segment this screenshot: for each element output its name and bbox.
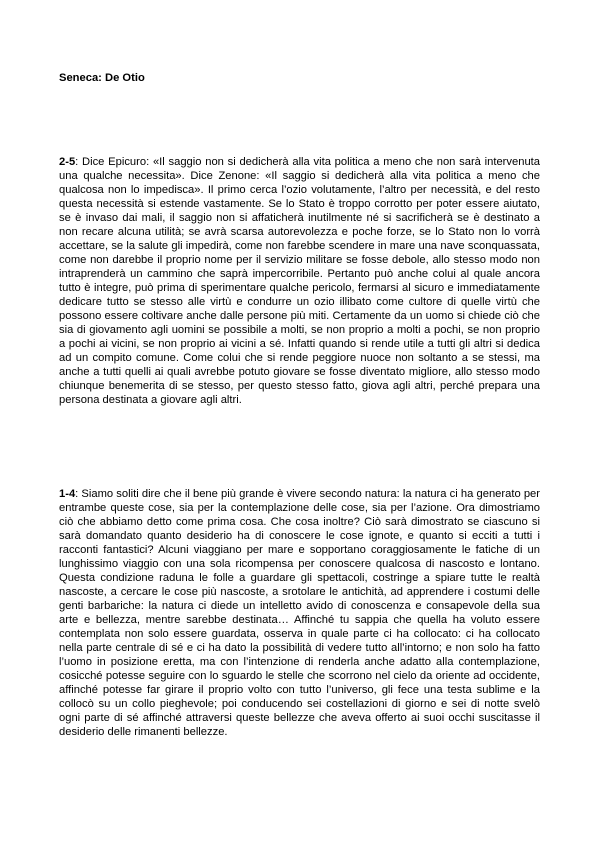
passage-text: : Siamo soliti dire che il bene più grande è vivere secondo natura: la natura ci ha generato per entrambe queste cose, sia per la contemplazione delle cose, sia per l’azione. Ora dimostriamo ciò che abbiamo detto come prima cosa. Che cosa inoltre? Ciò sarà dimostrato se ciascuno si sarà domandato quanto desiderio ha di conoscere le cose ignote, e quanto si ecciti a tutti i racconti fantastici? Alcuni viaggiano per mare e sopportano coraggiosamente le fatiche di un lunghissimo viaggio con una sola ricompensa per conoscere qualcosa di nascosto e lontano. Questa condizione raduna le folle a guardare gli spettacoli, costringe a spiare tutte le realtà nascoste, a cercare le cose più nascoste, a srotolare le antichità, ad apprendere i costumi delle genti barbariche: la natura ci diede un intelletto avido di conoscenza e consapevole della sua arte e bellezza, mentre sarebbe destinata… Affinché tu sappia che quella ha voluto essere contemplata non solo essere guardata, osserva in quale parte ci ha collocato: ci ha collocato nella parte centrale di sé e ci ha dato la possibilità di vedere tutto all’intorno; e non solo ha fatto l’uomo in posizione eretta, ma con l’intenzione di renderla anche adatto alla contemplazione, cosicché potesse seguire con lo sguardo le stelle che scorrono nel cielo da oriente ad occidente, affinché potesse far girare il proprio volto con tutto l’universo, gli fece una testa sublime e la collocò su un collo pieghevole; poi conducendo sei costellazioni di giorno e sei di notte svelò ogni parte di sé affinché attraversi queste bellezze che aveva offerto ai suoi occhi suscitasse il desiderio delle rimanenti bellezze. [59,488,540,738]
passage-reference: 1-4 [59,488,76,500]
passage-2-5 [59,155,540,407]
passage-reference: 2-5 [59,156,76,168]
passage-text: : Dice Epicuro: «Il saggio non si dedicherà alla vita politica a meno che non sarà intervenuta una qualche necessita». Dice Zenone: «Il saggio si dedicherà alla vita politica a meno che qualcosa non lo impedisca». Il primo cerca l’ozio volutamente, l’altro per necessità, e del resto questa necessità si estende vastamente. Se lo Stato è troppo corrotto per poter essere aiutato, se è invaso dai mali, il saggio non si affaticherà inutilmente né si sacrificherà se è destinato a non recare alcuna utilità; se avrà scarsa autorevolezza e poche forze, se lo Stato non lo vorrà accettare, se la salute gli impedirà, come non farebbe scendere in mare una nave sconquassata, come non darebbe il proprio nome per il servizio militare se fosse debole, allo stesso modo non intraprenderà un cammino che saprà impercorribile. Pertanto può anche colui al quale ancora tutto è integre, può prima di sperimentare qualche pericolo, fermarsi al sicuro e immediatamente dedicare tutto se stesso alle virtù e condurre un ozio illibato come cultore di quelle virtù che possono essere coltivare anche dalle persone più miti. Certamente da un uomo si chiede ciò che sia di giovamento agli uomini se possibile a molti, se non proprio a molti a pochi, se non proprio a pochi ai vicini, se non proprio ai vicini a sé. Infatti quando si rende utile a tutti gli altri si dedica ad un compito comune. Come colui che si rende peggiore nuoce non soltanto a se stessi, ma anche a tutti quelli ai quali avrebbe potuto giovare se fosse diventato migliore, allo stesso modo chiunque benemerita di se stesso, per questo stesso fatto, giova agli altri, perché prepara una persona destinata a giovare agli altri. [59,156,540,406]
document-title: Seneca: De Otio [59,72,145,84]
passage-1-4 [59,487,540,739]
